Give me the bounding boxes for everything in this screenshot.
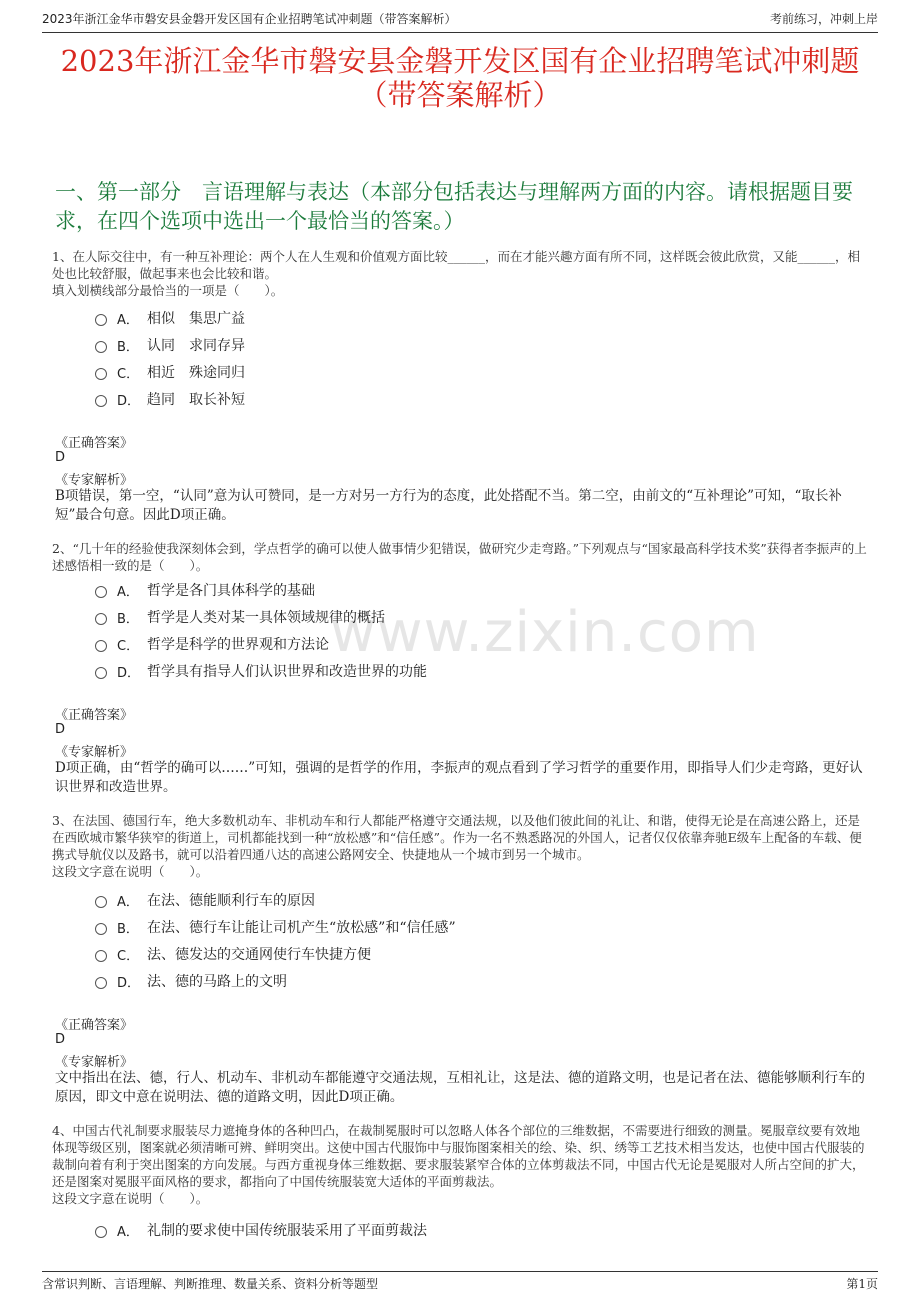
radio-icon[interactable] <box>95 341 107 353</box>
radio-icon[interactable] <box>95 613 107 625</box>
correct-answer: D <box>55 450 66 465</box>
q4-option-a[interactable]: A． 礼制的要求使中国传统服装采用了平面剪裁法 <box>95 1220 427 1240</box>
radio-icon[interactable] <box>95 977 107 989</box>
watermark: www.zixin.com <box>330 600 760 665</box>
q1-option-d[interactable]: D． 趋同 取长补短 <box>95 389 245 409</box>
analysis-label: 《专家解析》 <box>55 1055 134 1070</box>
correct-answer: D <box>55 1032 66 1047</box>
q1-option-b[interactable]: B． 认同 求同存异 <box>95 335 245 355</box>
radio-icon[interactable] <box>95 586 107 598</box>
q3-option-c[interactable]: C． 法、德发达的交通网使行车快捷方便 <box>95 944 371 964</box>
page-title: 2023年浙江金华市磐安县金磐开发区国有企业招聘笔试冲刺题（带答案解析） <box>60 44 860 112</box>
page-header <box>42 10 878 33</box>
radio-icon[interactable] <box>95 368 107 380</box>
q3-option-d[interactable]: D． 法、德的马路上的文明 <box>95 971 287 991</box>
answer-label: 《正确答案》 <box>55 708 134 723</box>
question-4-text <box>52 1122 872 1207</box>
question-prompt: 填入划横线部分最恰当的一项是（ ）。 <box>52 283 284 298</box>
radio-icon[interactable] <box>95 923 107 935</box>
q2-option-a[interactable]: A． 哲学是各门具体科学的基础 <box>95 580 315 600</box>
analysis-label: 《专家解析》 <box>55 745 134 760</box>
question-2-text: 2、“几十年的经验使我深刻体会到，学点哲学的确可以使人做事情少犯错误，做研究少走弯路。”下列观点与“国家最高科学技术奖”获得者李振声的上述感悟相一致的是（ ）。 <box>52 541 867 573</box>
question-stem: 4、中国古代礼制要求服装尽力遮掩身体的各种凹凸，在裁制冕服时可以忽略人体各个部位的三维数据，不需要进行细致的测量。冕服章纹要有效地体现等级区别，图案就必须清晰可辨、鲜明突出。这使中国古代服饰中与服饰图案相关的绘、染、织、绣等工艺技术相当发达，也使中国古代服装的裁制向着有利于突出图案的方向发展。与西方重视身体三维数据、要求服装紧窄合体的立体剪裁法不同，中国古代无论是冕服对人所占空间的扩大，还是图案对冕服平面风格的要求，都指向了中国传统服装宽大适体的平面剪裁法。 <box>52 1123 865 1189</box>
answer-label: 《正确答案》 <box>55 1018 134 1033</box>
analysis-text: D项正确，由“哲学的确可以……”可知，强调的是哲学的作用，李振声的观点看到了学习哲学的重要作用，即指导人们少走弯路，更好认识世界和改造世界。 <box>55 760 863 795</box>
question-3-text <box>52 812 872 880</box>
question-prompt: 这段文字意在说明（ ）。 <box>52 864 209 879</box>
q2-option-d[interactable]: D． 哲学具有指导人们认识世界和改造世界的功能 <box>95 661 427 681</box>
q1-option-a[interactable]: A． 相似 集思广益 <box>95 308 245 328</box>
header-slogan: 考前练习，冲刺上岸 <box>769 12 878 26</box>
question-stem: 1、在人际交往中，有一种互补理论：两个人在人生观和价值观方面比较______，而在才能兴趣方面有所不同，这样既会彼此欣赏，又能______，相处也比较舒服，做起事来也会比较和谐。 <box>52 249 860 281</box>
question-prompt: 这段文字意在说明（ ）。 <box>52 1191 209 1206</box>
radio-icon[interactable] <box>95 640 107 652</box>
question-1-text <box>52 248 872 299</box>
q1-option-c[interactable]: C． 相近 殊途同归 <box>95 362 245 382</box>
analysis-text: 文中指出在法、德，行人、机动车、非机动车都能遵守交通法规，互相礼让，这是法、德的道路文明，也是记者在法、德能够顺利行车的原因，即文中意在说明法、德的道路文明，因此D项正确。 <box>55 1070 865 1105</box>
q2-option-b[interactable]: B． 哲学是人类对某一具体领域规律的概括 <box>95 607 385 627</box>
q2-option-c[interactable]: C． 哲学是科学的世界观和方法论 <box>95 634 329 654</box>
correct-answer: D <box>55 722 66 737</box>
question-stem: 3、在法国、德国行车，绝大多数机动车、非机动车和行人都能严格遵守交通法规，以及他们彼此间的礼让、和谐，使得无论是在高速公路上，还是在西欧城市繁华狭窄的街道上，司机都能找到一种“放松感”和“信任感”。作为一名不熟悉路况的外国人，记者仅仅依靠奔驰E级车上配备的车载、便携式导航仪以及路书，就可以沿着四通八达的高速公路网安全、快捷地从一个城市到另一个城市。 <box>52 813 862 862</box>
answer-label: 《正确答案》 <box>55 436 134 451</box>
radio-icon[interactable] <box>95 314 107 326</box>
page-number: 第1页 <box>846 1277 878 1291</box>
radio-icon[interactable] <box>95 395 107 407</box>
q3-option-a[interactable]: A． 在法、德能顺利行车的原因 <box>95 890 315 910</box>
radio-icon[interactable] <box>95 1226 107 1238</box>
section-heading: 一、第一部分 言语理解与表达（本部分包括表达与理解两方面的内容。请根据题目要求，在四个选项中选出一个最恰当的答案。） <box>55 180 853 233</box>
radio-icon[interactable] <box>95 896 107 908</box>
q3-option-b[interactable]: B． 在法、德行车让能让司机产生“放松感”和“信任感” <box>95 917 456 937</box>
header-title: 2023年浙江金华市磐安县金磐开发区国有企业招聘笔试冲刺题（带答案解析） <box>42 12 457 26</box>
page-footer <box>42 1271 878 1292</box>
footer-description: 含常识判断、言语理解、判断推理、数量关系、资料分析等题型 <box>42 1277 379 1291</box>
analysis-label: 《专家解析》 <box>55 473 134 488</box>
analysis-text: B项错误，第一空，“认同”意为认可赞同，是一方对另一方行为的态度，此处搭配不当。第二空，由前文的“互补理论”可知，“取长补短”最合句意。因此D项正确。 <box>55 488 842 523</box>
radio-icon[interactable] <box>95 667 107 679</box>
radio-icon[interactable] <box>95 950 107 962</box>
